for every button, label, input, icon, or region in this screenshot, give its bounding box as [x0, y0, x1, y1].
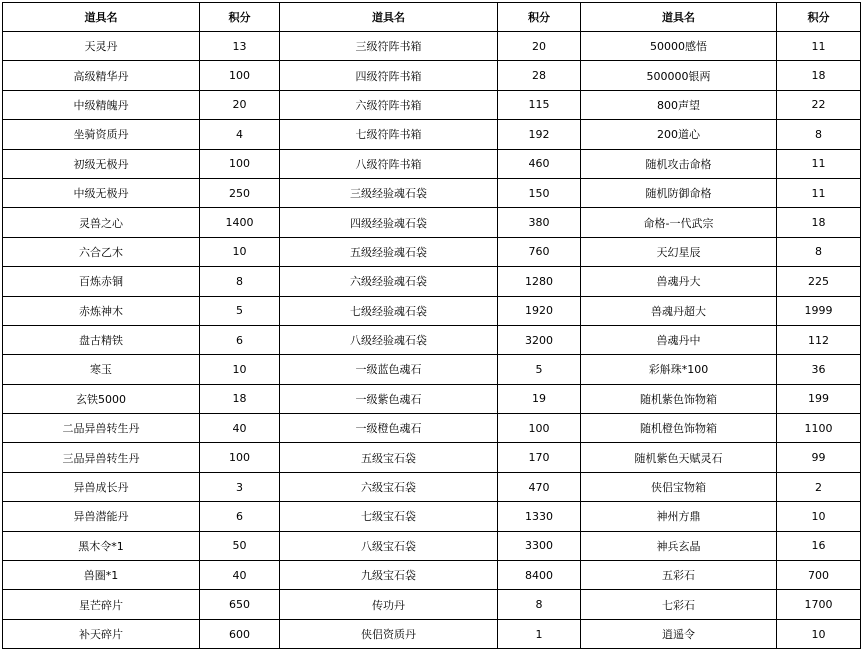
points-cell: 2 — [777, 472, 861, 501]
item-name-cell: 七彩石 — [581, 590, 777, 619]
item-name-cell: 一级蓝色魂石 — [280, 355, 498, 384]
points-cell: 380 — [498, 208, 581, 237]
points-cell: 11 — [777, 149, 861, 178]
item-name-cell: 赤炼神木 — [3, 296, 200, 325]
table-row — [3, 414, 861, 443]
points-cell: 600 — [200, 619, 280, 648]
points-cell: 5 — [200, 296, 280, 325]
item-name-cell: 命格-一代武宗 — [581, 208, 777, 237]
item-name-cell: 中级精魄丹 — [3, 90, 200, 119]
points-cell: 8 — [498, 590, 581, 619]
item-name-cell: 随机紫色天赋灵石 — [581, 443, 777, 472]
table-row — [3, 120, 861, 149]
item-name-cell: 四级经验魂石袋 — [280, 208, 498, 237]
item-name-cell: 兽魂丹中 — [581, 325, 777, 354]
table-row — [3, 237, 861, 266]
points-cell: 100 — [200, 149, 280, 178]
item-name-cell: 补天碎片 — [3, 619, 200, 648]
item-name-cell: 五级宝石袋 — [280, 443, 498, 472]
item-name-cell: 五彩石 — [581, 561, 777, 590]
item-name-cell: 天幻星辰 — [581, 237, 777, 266]
points-cell: 8 — [777, 237, 861, 266]
item-name-cell: 随机攻击命格 — [581, 149, 777, 178]
item-name-cell: 八级经验魂石袋 — [280, 325, 498, 354]
points-cell: 19 — [498, 384, 581, 413]
item-name-cell: 随机橙色饰物箱 — [581, 414, 777, 443]
item-name-cell: 八级宝石袋 — [280, 531, 498, 560]
column-header-item-name: 道具名 — [3, 3, 200, 32]
item-name-cell: 一级紫色魂石 — [280, 384, 498, 413]
item-name-cell: 黑木令*1 — [3, 531, 200, 560]
points-cell: 8 — [777, 120, 861, 149]
item-name-cell: 六合乙木 — [3, 237, 200, 266]
table-row — [3, 32, 861, 61]
item-name-cell: 六级经验魂石袋 — [280, 267, 498, 296]
item-name-cell: 传功丹 — [280, 590, 498, 619]
points-cell: 18 — [777, 61, 861, 90]
item-name-cell: 四级符阵书箱 — [280, 61, 498, 90]
points-cell: 170 — [498, 443, 581, 472]
points-cell: 760 — [498, 237, 581, 266]
table-row — [3, 61, 861, 90]
table-row — [3, 355, 861, 384]
table-row — [3, 325, 861, 354]
table-row — [3, 267, 861, 296]
header-row — [3, 3, 861, 32]
item-name-cell: 800声望 — [581, 90, 777, 119]
points-cell: 11 — [777, 178, 861, 207]
table-row — [3, 502, 861, 531]
points-cell: 3 — [200, 472, 280, 501]
points-cell: 36 — [777, 355, 861, 384]
points-cell: 225 — [777, 267, 861, 296]
points-cell: 100 — [200, 443, 280, 472]
points-cell: 199 — [777, 384, 861, 413]
points-cell: 13 — [200, 32, 280, 61]
item-name-cell: 侠侣资质丹 — [280, 619, 498, 648]
item-name-cell: 中级无极丹 — [3, 178, 200, 207]
item-name-cell: 兽圈*1 — [3, 561, 200, 590]
points-cell: 6 — [200, 325, 280, 354]
points-cell: 700 — [777, 561, 861, 590]
table-body — [3, 32, 861, 649]
points-cell: 11 — [777, 32, 861, 61]
item-name-cell: 50000感悟 — [581, 32, 777, 61]
points-cell: 100 — [498, 414, 581, 443]
points-cell: 8400 — [498, 561, 581, 590]
points-cell: 250 — [200, 178, 280, 207]
item-name-cell: 随机防御命格 — [581, 178, 777, 207]
item-name-cell: 七级宝石袋 — [280, 502, 498, 531]
table-row — [3, 590, 861, 619]
points-cell: 18 — [200, 384, 280, 413]
item-name-cell: 五级经验魂石袋 — [280, 237, 498, 266]
item-name-cell: 500000银两 — [581, 61, 777, 90]
item-name-cell: 九级宝石袋 — [280, 561, 498, 590]
points-cell: 3300 — [498, 531, 581, 560]
item-name-cell: 盘古精铁 — [3, 325, 200, 354]
column-header-points: 积分 — [777, 3, 861, 32]
item-name-cell: 高级精华丹 — [3, 61, 200, 90]
points-cell: 150 — [498, 178, 581, 207]
item-name-cell: 彩斛珠*100 — [581, 355, 777, 384]
item-name-cell: 二品异兽转生丹 — [3, 414, 200, 443]
points-cell: 1920 — [498, 296, 581, 325]
points-cell: 1700 — [777, 590, 861, 619]
item-name-cell: 200道心 — [581, 120, 777, 149]
table-row — [3, 561, 861, 590]
item-name-cell: 玄铁5000 — [3, 384, 200, 413]
item-name-cell: 七级符阵书箱 — [280, 120, 498, 149]
item-name-cell: 随机紫色饰物箱 — [581, 384, 777, 413]
points-cell: 10 — [200, 237, 280, 266]
table-row — [3, 443, 861, 472]
points-cell: 18 — [777, 208, 861, 237]
table-row — [3, 472, 861, 501]
points-cell: 40 — [200, 414, 280, 443]
points-cell: 192 — [498, 120, 581, 149]
item-name-cell: 六级宝石袋 — [280, 472, 498, 501]
item-name-cell: 逍遥令 — [581, 619, 777, 648]
points-cell: 16 — [777, 531, 861, 560]
item-name-cell: 寒玉 — [3, 355, 200, 384]
table-row — [3, 384, 861, 413]
points-cell: 1100 — [777, 414, 861, 443]
points-cell: 10 — [200, 355, 280, 384]
item-name-cell: 三级经验魂石袋 — [280, 178, 498, 207]
points-cell: 10 — [777, 502, 861, 531]
points-cell: 3200 — [498, 325, 581, 354]
item-name-cell: 三品异兽转生丹 — [3, 443, 200, 472]
item-name-cell: 星芒碎片 — [3, 590, 200, 619]
item-name-cell: 坐骑资质丹 — [3, 120, 200, 149]
points-cell: 20 — [498, 32, 581, 61]
points-cell: 6 — [200, 502, 280, 531]
item-name-cell: 七级经验魂石袋 — [280, 296, 498, 325]
table-row — [3, 208, 861, 237]
table-row — [3, 296, 861, 325]
points-cell: 470 — [498, 472, 581, 501]
item-name-cell: 灵兽之心 — [3, 208, 200, 237]
item-points-table — [2, 2, 861, 649]
points-cell: 1280 — [498, 267, 581, 296]
table-row — [3, 531, 861, 560]
points-cell: 5 — [498, 355, 581, 384]
points-cell: 1330 — [498, 502, 581, 531]
points-cell: 115 — [498, 90, 581, 119]
column-header-points: 积分 — [200, 3, 280, 32]
points-cell: 8 — [200, 267, 280, 296]
item-name-cell: 兽魂丹超大 — [581, 296, 777, 325]
item-name-cell: 异兽成长丹 — [3, 472, 200, 501]
item-name-cell: 兽魂丹大 — [581, 267, 777, 296]
item-name-cell: 六级符阵书箱 — [280, 90, 498, 119]
item-name-cell: 天灵丹 — [3, 32, 200, 61]
table-row — [3, 178, 861, 207]
column-header-item-name: 道具名 — [280, 3, 498, 32]
points-cell: 112 — [777, 325, 861, 354]
item-name-cell: 神兵玄晶 — [581, 531, 777, 560]
points-cell: 28 — [498, 61, 581, 90]
points-cell: 1999 — [777, 296, 861, 325]
points-cell: 650 — [200, 590, 280, 619]
item-name-cell: 一级橙色魂石 — [280, 414, 498, 443]
points-cell: 1400 — [200, 208, 280, 237]
points-cell: 1 — [498, 619, 581, 648]
points-cell: 99 — [777, 443, 861, 472]
item-name-cell: 三级符阵书箱 — [280, 32, 498, 61]
table-row — [3, 90, 861, 119]
item-name-cell: 侠侣宝物箱 — [581, 472, 777, 501]
points-cell: 460 — [498, 149, 581, 178]
item-name-cell: 神州方鼎 — [581, 502, 777, 531]
points-cell: 10 — [777, 619, 861, 648]
item-name-cell: 百炼赤铜 — [3, 267, 200, 296]
points-cell: 50 — [200, 531, 280, 560]
points-cell: 4 — [200, 120, 280, 149]
column-header-points: 积分 — [498, 3, 581, 32]
item-name-cell: 异兽潜能丹 — [3, 502, 200, 531]
table-row — [3, 619, 861, 648]
item-name-cell: 初级无极丹 — [3, 149, 200, 178]
table-row — [3, 149, 861, 178]
points-cell: 22 — [777, 90, 861, 119]
points-cell: 20 — [200, 90, 280, 119]
item-name-cell: 八级符阵书箱 — [280, 149, 498, 178]
points-cell: 100 — [200, 61, 280, 90]
column-header-item-name: 道具名 — [581, 3, 777, 32]
points-cell: 40 — [200, 561, 280, 590]
